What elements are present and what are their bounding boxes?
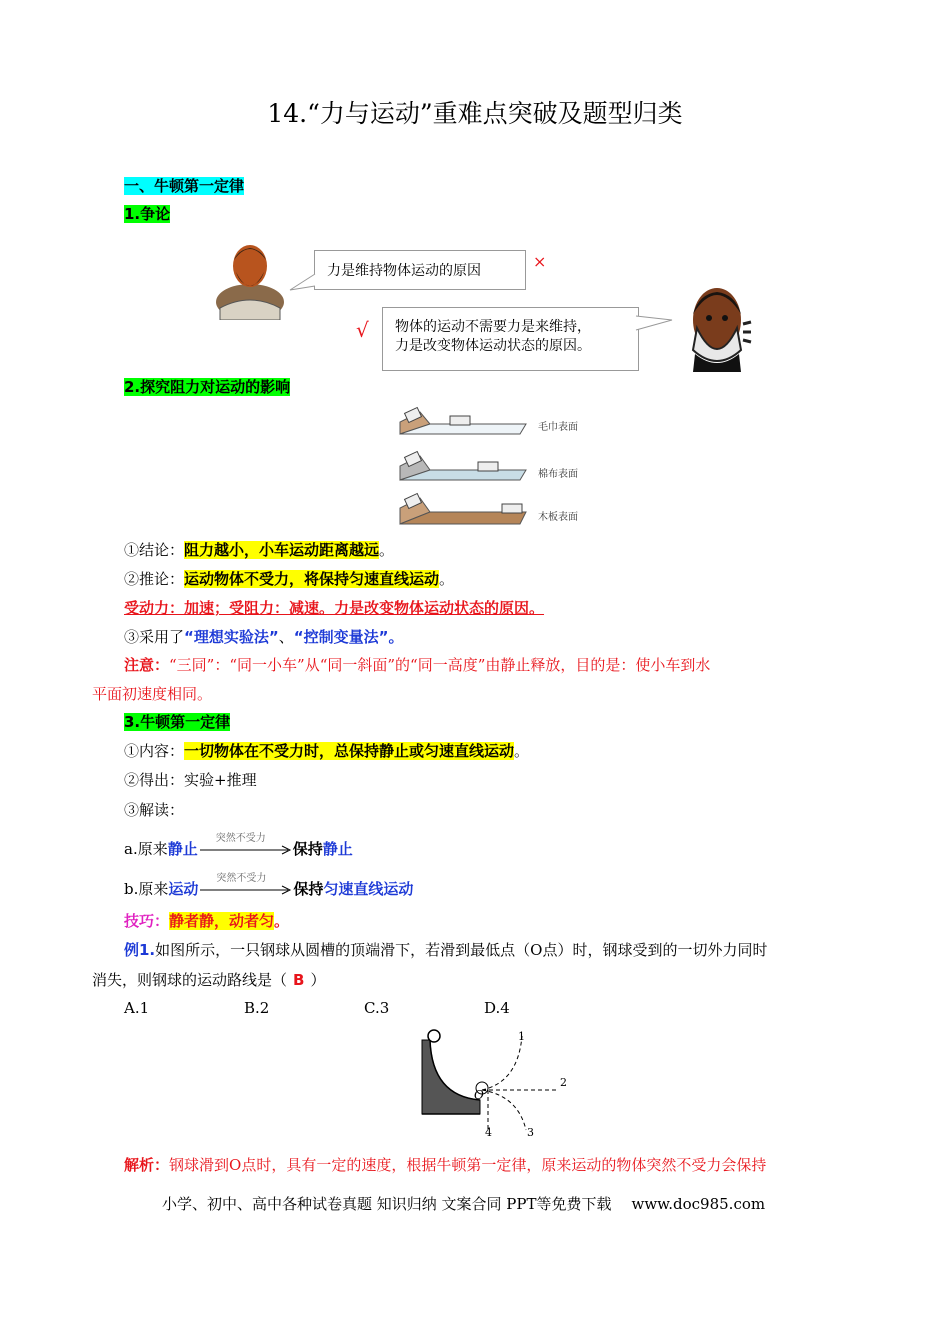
label-cotton: 棉布表面 xyxy=(538,469,578,480)
bubble-tail-left xyxy=(288,272,318,294)
note-line2: 平面初速度相同。 xyxy=(92,685,213,703)
example1-text2b: ） xyxy=(310,971,326,989)
inference-prefix: ②推论： xyxy=(124,570,185,588)
wrong-mark: × xyxy=(533,252,547,271)
note-text-1: “三同”：“同一小车”从“同一斜面”的“同一高度”由静止释放，目的是：使小车到水 xyxy=(169,656,711,674)
option-d: D.4 xyxy=(484,999,510,1017)
section-heading-text: 一、牛顿第一定律 xyxy=(124,177,245,195)
option-b: B.2 xyxy=(244,999,270,1017)
tip-highlight: 静者静，动者匀 xyxy=(169,912,275,930)
a-prefix: a.原来 xyxy=(124,840,168,858)
interpret-b-line xyxy=(124,873,414,899)
arrow-b xyxy=(198,873,293,899)
method-line xyxy=(124,626,403,647)
note-label: 注意： xyxy=(124,656,170,674)
subheading-newton xyxy=(124,711,230,732)
trough-figure xyxy=(418,1026,568,1144)
path-label-1: 1 xyxy=(518,1030,525,1043)
path-label-2: 2 xyxy=(560,1076,567,1089)
content-highlight: 一切物体在不受力时，总保持静止或匀速直线运动 xyxy=(184,742,515,760)
inference-end: 。 xyxy=(439,570,455,588)
method-ideal: “理想实验法” xyxy=(184,628,279,646)
tip-label: 技巧： xyxy=(124,912,170,930)
path-label-4: 4 xyxy=(485,1126,492,1139)
a-result: 静止 xyxy=(322,840,353,858)
b-result: 匀速直线运动 xyxy=(323,880,414,898)
subheading-experiment xyxy=(124,376,290,397)
derive-line: ②得出：实验+推理 xyxy=(124,771,257,789)
label-towel: 毛巾表面 xyxy=(538,422,578,433)
right-mark: √ xyxy=(356,318,369,342)
inference-line xyxy=(124,568,454,589)
conclusion-highlight: 阻力越小，小车运动距离越远 xyxy=(184,541,380,559)
label-wood: 木板表面 xyxy=(538,512,578,523)
bubble-galileo-line1: 物体的运动不需要力是来维持， xyxy=(395,319,591,335)
speech-bubble-galileo xyxy=(382,307,639,371)
bubble-galileo-line2: 力是改变物体运动状态的原因。 xyxy=(395,338,591,354)
page-title: 14.“力与运动”重难点突破及题型归类 xyxy=(267,99,683,128)
path-label-3: 3 xyxy=(527,1126,534,1139)
method-prefix: ③采用了 xyxy=(124,628,185,646)
option-c: C.3 xyxy=(364,999,390,1017)
content-prefix: ①内容： xyxy=(124,742,185,760)
example1-text1: 如图所示，一只钢球从圆槽的顶端滑下，若滑到最低点（O点）时，钢球受到的一切外力同时 xyxy=(155,941,768,959)
bubble-tail-right xyxy=(634,314,674,334)
b-prefix: b.原来 xyxy=(124,880,169,898)
analysis-line xyxy=(124,1154,766,1175)
tip-line xyxy=(124,910,289,931)
subheading-experiment-text: 2.探究阻力对运动的影响 xyxy=(124,378,291,396)
subheading-debate-text: 1.争论 xyxy=(124,205,171,223)
b-keep: 保持 xyxy=(293,880,324,898)
ramp-experiment-figure xyxy=(398,404,533,528)
inference-highlight: 运动物体不受力，将保持匀速直线运动 xyxy=(184,570,440,588)
content-end: 。 xyxy=(514,742,530,760)
method-sep: 、 xyxy=(278,628,294,646)
force-line: 受动力：加速；受阻力：减速。力是改变物体运动状态的原因。 xyxy=(124,599,545,617)
example1-line2 xyxy=(92,969,325,990)
arrow-b-label: 突然不受力 xyxy=(216,873,267,884)
footer-url[interactable]: www.doc985.com xyxy=(631,1195,766,1213)
galileo-portrait xyxy=(685,280,757,372)
content-line xyxy=(124,740,529,761)
interpret-a-line xyxy=(124,833,353,859)
example1-label: 例1. xyxy=(124,941,156,959)
analysis-label: 解析： xyxy=(124,1156,170,1174)
aristotle-portrait xyxy=(210,238,290,320)
subheading-debate xyxy=(124,203,170,224)
speech-bubble-aristotle xyxy=(314,250,526,290)
footer-text: 小学、初中、高中各种试卷真题 知识归纳 文案合同 PPT等免费下载 xyxy=(162,1195,612,1213)
option-a: A.1 xyxy=(124,999,150,1017)
arrow-a xyxy=(198,833,293,859)
a-state: 静止 xyxy=(167,840,198,858)
note-line1 xyxy=(124,654,710,675)
section-heading xyxy=(124,175,244,196)
conclusion-line xyxy=(124,539,394,560)
method-control: “控制变量法”。 xyxy=(293,628,404,646)
example1-text2a: 消失，则钢球的运动路线是（ xyxy=(92,971,288,989)
arrow-a-label: 突然不受力 xyxy=(215,833,266,844)
conclusion-prefix: ①结论： xyxy=(124,541,185,559)
analysis-text: 钢球滑到O点时，具有一定的速度，根据牛顿第一定律，原来运动的物体突然不受力会保持 xyxy=(169,1156,767,1174)
example1-line1 xyxy=(124,939,767,960)
b-state: 运动 xyxy=(168,880,199,898)
point-o-label: O xyxy=(474,1088,484,1102)
example1-answer: B xyxy=(293,971,305,989)
interpret-line: ③解读： xyxy=(124,801,185,819)
bubble-aristotle-text: 力是维持物体运动的原因 xyxy=(327,263,481,279)
footer xyxy=(162,1193,765,1214)
tip-end: 。 xyxy=(274,912,290,930)
subheading-newton-text: 3.牛顿第一定律 xyxy=(124,713,231,731)
a-keep: 保持 xyxy=(292,840,323,858)
conclusion-end: 。 xyxy=(379,541,395,559)
